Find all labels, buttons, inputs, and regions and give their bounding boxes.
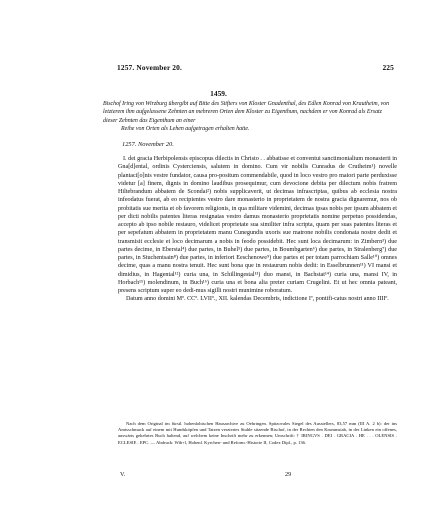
- regest-line-1: Bischof Iring von Wirzburg übergibt auf Bitte des Stifters von Kloster Gnadenthal, des Edlen Konrad von Krautheim, von letzterem ihm aufgelassene Zehnten an mehreren Orten dem Kloster zu Eigenthum, nachdem er von Konrad als Ersatz dieser Zehnten das Eigenthum an einer: [103, 101, 390, 124]
- document-number: 1459.: [210, 89, 227, 98]
- source-note-text: Nach dem Original im fürstl. hohenlohischen Hausarchive zu Oehringen. Spitzovales Siegel des Ausstellers, 83,57 mm (III A. 2 b): der ins Amtsschmuck auf einem mit Hundsköpfen und Tatzen verziertes Stuhle sitzende Bischof, in der Rechten den Krummstab, in der Linken ein offenes, auswärts gekehrtes Buch haltend, auf welchem keine Inschrift mehr zu erkennen; Umschrift: † IRINGVS . DEI . GRACIA . HE . . . OLENSIS . ECLESIE . EPC. — Abdruck: Wib+l, Hohenl. Kyrchen- und Reform.-Historie II, Codex Dipl., p. 136.: [118, 421, 397, 445]
- signature-mark-left: V.: [120, 471, 126, 478]
- dateline: 1257. November 20.: [122, 141, 174, 148]
- regest-line-2: Reihe von Orten als Lehen aufgetragen erhalten hatte.: [121, 126, 250, 133]
- datum-paragraph: Datum anno domini Mº. CCº. LVIIº., XII. kalendas Decembris, indictione Iª, pontifi-catus nostri anno IIIIº.: [126, 296, 389, 303]
- signature-mark-right: 29: [285, 471, 292, 478]
- regest-summary: [103, 100, 395, 134]
- running-head: [117, 63, 394, 73]
- charter-text: [118, 155, 397, 304]
- page-number: 225: [382, 63, 394, 72]
- running-head-date: 1257. November 20.: [117, 63, 182, 72]
- charter-paragraph: I. dei gracia Herbipolensis episcopus dilectis in Christo . . abbatisse et conventui sanctimonialium monasterii in Gna[d]ental, ordinis Cysterciensis, salutem in domino. Cum vir nobilis Cunradus de Crutheim¹) novelle plantaci[o]nis vestre fundator, causa pro-positum commendabile, quod in loco vestro pro maiori parte perduxisse videtur [a] finem, dignis in domino laudibus prosequimur, cum devocione debita per dilectum nobis fratrem Hiltebrandum abbatem de Scondai²) nobis supplicaverit, ut decimas infrascriptas, quibus ab ecclesia nostra infeodatus fuerat, ab eo recipientes vestro dare monasterio in proprietatem de nostra gracia dignaremur, nos ob probitatis sue merita et ob favorem religionis, in qua militare videmini, decimas ipsas nobis per ipsum abbatem et per dicti nobilis patentes literas resignatas vestro damus monasterio proprietatis nomine perpetuo possidendas, accepto ab ipso nobile restauro, videlicet proprietate sua similiter infra scripta, quam per suas patentes literas et per sepefatum abbatem in proprietatem manu Cunegundis uxoris sue matrone nobilis condonata nostre dedit et transmisit ecclesie et loco decimarum a nobis in feodo possidebit. Hec sunt loca decimarum: in Zimbern³) due partes decime, in Eberstal⁴) due partes, in Buhel⁵) due partes, in Boumbgarten⁶) due partes, in Stralenberg⁷) due partes, in Stuchentsain⁸) due partes, in inferiori Eeschenowe⁹) due partes et per totam parrochiam Salle¹⁰) omnes decime, quas a manu nostra tenuit. Hec sunt bona que in restaurum nobis dedit: in Esselbrunnen¹¹) VI mansi et dimidius, in Hagental¹²) curia una, in Schillingestal¹³) duo mansi, in Bachstat¹⁴) curia una, mansi IV, in Horbach¹⁵) molendinum, in Buch¹⁶) curia una et bona alia preter curiam Crugelini. Et ut hec omnia pateant, presens scriptum super eo dedi-mus sigilli nostri munimine roboratum.: [118, 156, 397, 294]
- source-note: [118, 421, 397, 446]
